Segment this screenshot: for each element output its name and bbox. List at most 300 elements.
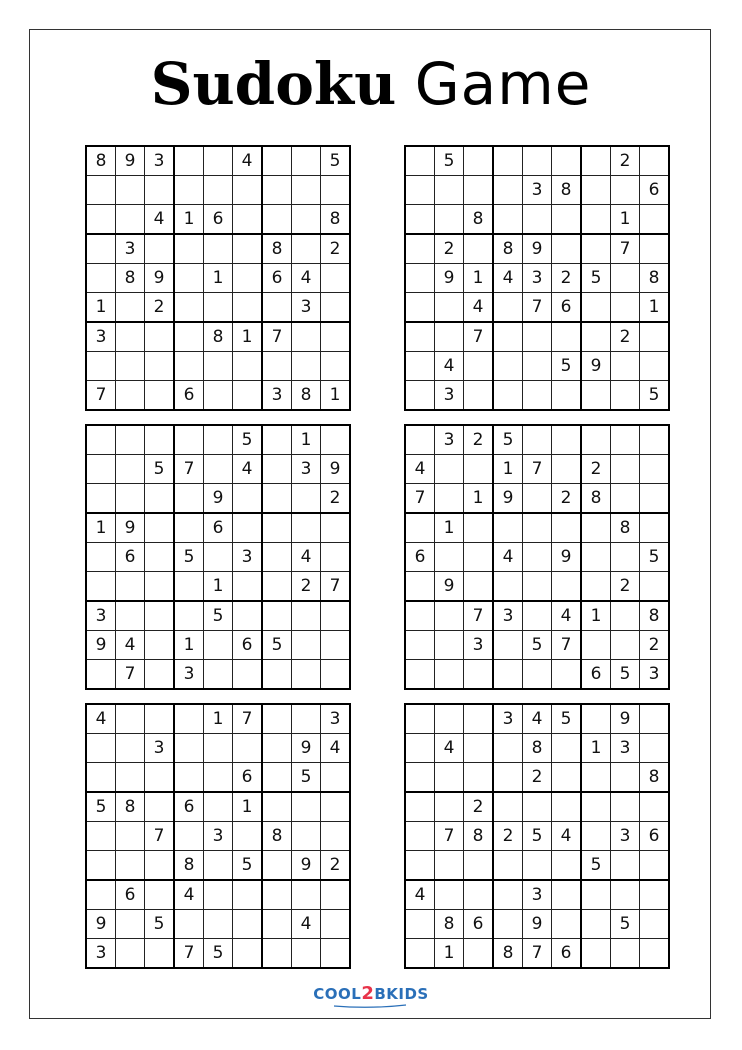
sudoku-cell[interactable]: [611, 543, 640, 572]
sudoku-cell[interactable]: [262, 293, 292, 323]
sudoku-cell[interactable]: [435, 293, 464, 323]
sudoku-cell[interactable]: [233, 234, 263, 264]
sudoku-cell[interactable]: [464, 455, 494, 484]
sudoku-cell[interactable]: [611, 455, 640, 484]
sudoku-cell[interactable]: [640, 572, 670, 602]
sudoku-cell[interactable]: [204, 293, 233, 323]
sudoku-cell[interactable]: [145, 543, 175, 572]
sudoku-cell[interactable]: [581, 704, 611, 734]
sudoku-cell[interactable]: [292, 601, 321, 631]
sudoku-cell[interactable]: [405, 234, 435, 264]
sudoku-cell[interactable]: [405, 822, 435, 851]
sudoku-cell[interactable]: [174, 264, 204, 293]
sudoku-cell[interactable]: [174, 352, 204, 381]
sudoku-cell[interactable]: [262, 484, 292, 514]
sudoku-cell[interactable]: [174, 146, 204, 176]
sudoku-cell[interactable]: [86, 660, 116, 690]
sudoku-cell[interactable]: [145, 572, 175, 602]
sudoku-cell[interactable]: [233, 880, 263, 910]
sudoku-cell[interactable]: [611, 484, 640, 514]
sudoku-cell[interactable]: [174, 704, 204, 734]
sudoku-cell[interactable]: [116, 601, 145, 631]
sudoku-cell[interactable]: [581, 631, 611, 660]
sudoku-cell[interactable]: [86, 763, 116, 793]
sudoku-cell[interactable]: [435, 660, 464, 690]
sudoku-cell[interactable]: [523, 660, 552, 690]
sudoku-cell[interactable]: [552, 455, 582, 484]
sudoku-cell[interactable]: [435, 601, 464, 631]
sudoku-cell[interactable]: [233, 660, 263, 690]
sudoku-cell[interactable]: [292, 792, 321, 822]
sudoku-cell[interactable]: [292, 704, 321, 734]
sudoku-cell[interactable]: [581, 293, 611, 323]
sudoku-cell[interactable]: [145, 601, 175, 631]
sudoku-cell[interactable]: [145, 660, 175, 690]
sudoku-cell[interactable]: [204, 910, 233, 939]
sudoku-cell[interactable]: [435, 704, 464, 734]
sudoku-cell[interactable]: [581, 146, 611, 176]
sudoku-cell[interactable]: [435, 322, 464, 352]
sudoku-cell[interactable]: [204, 851, 233, 881]
sudoku-cell[interactable]: [321, 293, 351, 323]
sudoku-cell[interactable]: [145, 939, 175, 969]
sudoku-cell[interactable]: [86, 822, 116, 851]
sudoku-cell[interactable]: [262, 205, 292, 235]
sudoku-cell[interactable]: [581, 322, 611, 352]
sudoku-cell[interactable]: [86, 205, 116, 235]
sudoku-cell[interactable]: [611, 631, 640, 660]
sudoku-cell[interactable]: [523, 792, 552, 822]
sudoku-cell[interactable]: [262, 660, 292, 690]
sudoku-cell[interactable]: [464, 513, 494, 543]
sudoku-cell[interactable]: [116, 205, 145, 235]
sudoku-cell[interactable]: [145, 763, 175, 793]
sudoku-cell[interactable]: [464, 543, 494, 572]
sudoku-cell[interactable]: [233, 734, 263, 763]
sudoku-cell[interactable]: [493, 660, 523, 690]
sudoku-cell[interactable]: [145, 234, 175, 264]
sudoku-cell[interactable]: [405, 631, 435, 660]
sudoku-cell[interactable]: [116, 939, 145, 969]
sudoku-cell[interactable]: [321, 322, 351, 352]
sudoku-cell[interactable]: [262, 704, 292, 734]
sudoku-cell[interactable]: [552, 513, 582, 543]
sudoku-cell[interactable]: [493, 205, 523, 235]
sudoku-cell[interactable]: [233, 205, 263, 235]
sudoku-cell[interactable]: [145, 631, 175, 660]
sudoku-cell[interactable]: [611, 880, 640, 910]
sudoku-cell[interactable]: [552, 880, 582, 910]
sudoku-cell[interactable]: [204, 455, 233, 484]
sudoku-cell[interactable]: [116, 381, 145, 411]
sudoku-cell[interactable]: [145, 880, 175, 910]
sudoku-cell[interactable]: [611, 425, 640, 455]
sudoku-cell[interactable]: [552, 425, 582, 455]
sudoku-cell[interactable]: [435, 543, 464, 572]
sudoku-cell[interactable]: [405, 792, 435, 822]
sudoku-cell[interactable]: [292, 176, 321, 205]
sudoku-cell[interactable]: [321, 176, 351, 205]
sudoku-cell[interactable]: [204, 660, 233, 690]
sudoku-cell[interactable]: [86, 851, 116, 881]
sudoku-cell[interactable]: [552, 205, 582, 235]
sudoku-cell[interactable]: [523, 513, 552, 543]
sudoku-cell[interactable]: [493, 880, 523, 910]
sudoku-cell[interactable]: [435, 792, 464, 822]
sudoku-cell[interactable]: [611, 939, 640, 969]
sudoku-cell[interactable]: [523, 543, 552, 572]
sudoku-cell[interactable]: [292, 939, 321, 969]
sudoku-cell[interactable]: [435, 763, 464, 793]
sudoku-cell[interactable]: [204, 734, 233, 763]
sudoku-cell[interactable]: [405, 205, 435, 235]
sudoku-cell[interactable]: [145, 792, 175, 822]
sudoku-cell[interactable]: [262, 425, 292, 455]
sudoku-cell[interactable]: [581, 880, 611, 910]
sudoku-cell[interactable]: [321, 352, 351, 381]
sudoku-cell[interactable]: [86, 234, 116, 264]
sudoku-cell[interactable]: [523, 205, 552, 235]
sudoku-cell[interactable]: [493, 381, 523, 411]
sudoku-cell[interactable]: [640, 792, 670, 822]
sudoku-cell[interactable]: [233, 572, 263, 602]
sudoku-cell[interactable]: [116, 455, 145, 484]
sudoku-cell[interactable]: [292, 484, 321, 514]
sudoku-cell[interactable]: [611, 851, 640, 881]
sudoku-cell[interactable]: [523, 572, 552, 602]
sudoku-cell[interactable]: [405, 381, 435, 411]
sudoku-cell[interactable]: [174, 176, 204, 205]
sudoku-cell[interactable]: [292, 880, 321, 910]
sudoku-cell[interactable]: [262, 792, 292, 822]
sudoku-cell[interactable]: [640, 734, 670, 763]
sudoku-cell[interactable]: [174, 734, 204, 763]
sudoku-cell[interactable]: [405, 939, 435, 969]
sudoku-cell[interactable]: [435, 484, 464, 514]
sudoku-cell[interactable]: [405, 704, 435, 734]
sudoku-cell[interactable]: [581, 572, 611, 602]
sudoku-cell[interactable]: [262, 880, 292, 910]
sudoku-cell[interactable]: [321, 822, 351, 851]
sudoku-cell[interactable]: [321, 264, 351, 293]
sudoku-cell[interactable]: [292, 234, 321, 264]
sudoku-cell[interactable]: [405, 660, 435, 690]
sudoku-cell[interactable]: [86, 543, 116, 572]
sudoku-cell[interactable]: [552, 234, 582, 264]
sudoku-cell[interactable]: [233, 381, 263, 411]
sudoku-cell[interactable]: [581, 234, 611, 264]
sudoku-cell[interactable]: [262, 910, 292, 939]
sudoku-cell[interactable]: [581, 425, 611, 455]
sudoku-cell[interactable]: [640, 939, 670, 969]
sudoku-cell[interactable]: [145, 704, 175, 734]
sudoku-cell[interactable]: [640, 484, 670, 514]
sudoku-cell[interactable]: [116, 352, 145, 381]
sudoku-cell[interactable]: [262, 763, 292, 793]
sudoku-cell[interactable]: [581, 513, 611, 543]
sudoku-cell[interactable]: [321, 543, 351, 572]
sudoku-cell[interactable]: [145, 425, 175, 455]
sudoku-cell[interactable]: [292, 205, 321, 235]
sudoku-cell[interactable]: [405, 572, 435, 602]
sudoku-cell[interactable]: [116, 572, 145, 602]
sudoku-cell[interactable]: [640, 851, 670, 881]
sudoku-cell[interactable]: [233, 484, 263, 514]
sudoku-cell[interactable]: [552, 792, 582, 822]
sudoku-cell[interactable]: [292, 660, 321, 690]
sudoku-cell[interactable]: [611, 176, 640, 205]
sudoku-cell[interactable]: [116, 822, 145, 851]
sudoku-cell[interactable]: [611, 264, 640, 293]
sudoku-cell[interactable]: [116, 322, 145, 352]
sudoku-cell[interactable]: [262, 601, 292, 631]
sudoku-cell[interactable]: [581, 543, 611, 572]
sudoku-cell[interactable]: [116, 484, 145, 514]
sudoku-cell[interactable]: [611, 293, 640, 323]
sudoku-cell[interactable]: [464, 763, 494, 793]
sudoku-cell[interactable]: [552, 851, 582, 881]
sudoku-cell[interactable]: [321, 880, 351, 910]
sudoku-cell[interactable]: [116, 704, 145, 734]
sudoku-cell[interactable]: [145, 484, 175, 514]
sudoku-cell[interactable]: [321, 425, 351, 455]
sudoku-cell[interactable]: [581, 176, 611, 205]
sudoku-cell[interactable]: [262, 939, 292, 969]
sudoku-cell[interactable]: [204, 381, 233, 411]
sudoku-cell[interactable]: [292, 513, 321, 543]
sudoku-cell[interactable]: [262, 513, 292, 543]
sudoku-cell[interactable]: [86, 176, 116, 205]
sudoku-cell[interactable]: [204, 763, 233, 793]
sudoku-cell[interactable]: [493, 146, 523, 176]
sudoku-cell[interactable]: [464, 381, 494, 411]
sudoku-cell[interactable]: [321, 631, 351, 660]
sudoku-cell[interactable]: [116, 910, 145, 939]
sudoku-cell[interactable]: [493, 293, 523, 323]
sudoku-cell[interactable]: [464, 146, 494, 176]
sudoku-cell[interactable]: [321, 763, 351, 793]
sudoku-cell[interactable]: [145, 352, 175, 381]
sudoku-cell[interactable]: [116, 425, 145, 455]
sudoku-cell[interactable]: [233, 822, 263, 851]
sudoku-cell[interactable]: [640, 425, 670, 455]
sudoku-cell[interactable]: [640, 880, 670, 910]
sudoku-cell[interactable]: [552, 322, 582, 352]
sudoku-cell[interactable]: [464, 352, 494, 381]
sudoku-cell[interactable]: [405, 146, 435, 176]
sudoku-cell[interactable]: [640, 322, 670, 352]
sudoku-cell[interactable]: [233, 293, 263, 323]
sudoku-cell[interactable]: [581, 910, 611, 939]
sudoku-cell[interactable]: [262, 176, 292, 205]
sudoku-cell[interactable]: [552, 572, 582, 602]
sudoku-cell[interactable]: [405, 910, 435, 939]
sudoku-cell[interactable]: [233, 939, 263, 969]
sudoku-cell[interactable]: [523, 425, 552, 455]
sudoku-cell[interactable]: [116, 176, 145, 205]
sudoku-cell[interactable]: [292, 146, 321, 176]
sudoku-cell[interactable]: [405, 293, 435, 323]
sudoku-cell[interactable]: [523, 146, 552, 176]
sudoku-cell[interactable]: [204, 146, 233, 176]
sudoku-cell[interactable]: [204, 543, 233, 572]
sudoku-cell[interactable]: [262, 734, 292, 763]
sudoku-cell[interactable]: [640, 352, 670, 381]
sudoku-cell[interactable]: [405, 264, 435, 293]
sudoku-cell[interactable]: [405, 425, 435, 455]
sudoku-cell[interactable]: [204, 234, 233, 264]
sudoku-cell[interactable]: [145, 381, 175, 411]
sudoku-cell[interactable]: [405, 513, 435, 543]
sudoku-cell[interactable]: [493, 176, 523, 205]
sudoku-cell[interactable]: [262, 146, 292, 176]
sudoku-cell[interactable]: [435, 455, 464, 484]
sudoku-cell[interactable]: [640, 910, 670, 939]
sudoku-cell[interactable]: [464, 880, 494, 910]
sudoku-cell[interactable]: [86, 352, 116, 381]
sudoku-cell[interactable]: [493, 851, 523, 881]
sudoku-cell[interactable]: [145, 851, 175, 881]
sudoku-cell[interactable]: [464, 234, 494, 264]
sudoku-cell[interactable]: [116, 734, 145, 763]
sudoku-cell[interactable]: [204, 352, 233, 381]
sudoku-cell[interactable]: [523, 322, 552, 352]
sudoku-cell[interactable]: [86, 880, 116, 910]
sudoku-cell[interactable]: [464, 704, 494, 734]
sudoku-cell[interactable]: [493, 792, 523, 822]
sudoku-cell[interactable]: [435, 176, 464, 205]
sudoku-cell[interactable]: [405, 763, 435, 793]
sudoku-cell[interactable]: [174, 513, 204, 543]
sudoku-cell[interactable]: [611, 381, 640, 411]
sudoku-cell[interactable]: [174, 234, 204, 264]
sudoku-cell[interactable]: [321, 939, 351, 969]
sudoku-cell[interactable]: [640, 205, 670, 235]
sudoku-cell[interactable]: [292, 631, 321, 660]
sudoku-cell[interactable]: [174, 293, 204, 323]
sudoku-cell[interactable]: [493, 572, 523, 602]
sudoku-cell[interactable]: [552, 734, 582, 763]
sudoku-cell[interactable]: [523, 381, 552, 411]
sudoku-cell[interactable]: [464, 851, 494, 881]
sudoku-cell[interactable]: [321, 513, 351, 543]
sudoku-cell[interactable]: [233, 910, 263, 939]
sudoku-cell[interactable]: [464, 734, 494, 763]
sudoku-cell[interactable]: [640, 704, 670, 734]
sudoku-cell[interactable]: [611, 792, 640, 822]
sudoku-cell[interactable]: [174, 572, 204, 602]
sudoku-cell[interactable]: [493, 631, 523, 660]
sudoku-cell[interactable]: [435, 205, 464, 235]
sudoku-cell[interactable]: [233, 601, 263, 631]
sudoku-cell[interactable]: [552, 381, 582, 411]
sudoku-cell[interactable]: [611, 763, 640, 793]
sudoku-cell[interactable]: [523, 352, 552, 381]
sudoku-cell[interactable]: [233, 264, 263, 293]
sudoku-cell[interactable]: [405, 176, 435, 205]
sudoku-cell[interactable]: [145, 176, 175, 205]
sudoku-cell[interactable]: [233, 352, 263, 381]
sudoku-cell[interactable]: [640, 146, 670, 176]
sudoku-cell[interactable]: [174, 763, 204, 793]
sudoku-cell[interactable]: [233, 176, 263, 205]
sudoku-cell[interactable]: [552, 910, 582, 939]
sudoku-cell[interactable]: [204, 792, 233, 822]
sudoku-cell[interactable]: [405, 734, 435, 763]
sudoku-cell[interactable]: [233, 513, 263, 543]
sudoku-cell[interactable]: [174, 910, 204, 939]
sudoku-cell[interactable]: [174, 484, 204, 514]
sudoku-cell[interactable]: [640, 455, 670, 484]
sudoku-cell[interactable]: [204, 176, 233, 205]
sudoku-cell[interactable]: [523, 851, 552, 881]
sudoku-cell[interactable]: [86, 425, 116, 455]
sudoku-cell[interactable]: [174, 822, 204, 851]
sudoku-cell[interactable]: [292, 352, 321, 381]
sudoku-cell[interactable]: [435, 880, 464, 910]
sudoku-cell[interactable]: [86, 484, 116, 514]
sudoku-cell[interactable]: [405, 851, 435, 881]
sudoku-cell[interactable]: [464, 572, 494, 602]
sudoku-cell[interactable]: [116, 763, 145, 793]
sudoku-cell[interactable]: [435, 631, 464, 660]
sudoku-cell[interactable]: [493, 734, 523, 763]
sudoku-cell[interactable]: [581, 822, 611, 851]
sudoku-cell[interactable]: [145, 322, 175, 352]
sudoku-cell[interactable]: [611, 352, 640, 381]
sudoku-cell[interactable]: [116, 293, 145, 323]
sudoku-cell[interactable]: [321, 660, 351, 690]
sudoku-cell[interactable]: [262, 455, 292, 484]
sudoku-cell[interactable]: [86, 572, 116, 602]
sudoku-cell[interactable]: [405, 601, 435, 631]
sudoku-cell[interactable]: [174, 322, 204, 352]
sudoku-cell[interactable]: [581, 381, 611, 411]
sudoku-cell[interactable]: [292, 322, 321, 352]
sudoku-cell[interactable]: [262, 352, 292, 381]
sudoku-cell[interactable]: [581, 939, 611, 969]
sudoku-cell[interactable]: [611, 601, 640, 631]
sudoku-cell[interactable]: [464, 660, 494, 690]
sudoku-cell[interactable]: [493, 513, 523, 543]
sudoku-cell[interactable]: [262, 572, 292, 602]
sudoku-cell[interactable]: [464, 939, 494, 969]
sudoku-cell[interactable]: [86, 264, 116, 293]
sudoku-cell[interactable]: [262, 543, 292, 572]
sudoku-cell[interactable]: [435, 851, 464, 881]
sudoku-cell[interactable]: [405, 352, 435, 381]
sudoku-cell[interactable]: [174, 425, 204, 455]
sudoku-cell[interactable]: [292, 822, 321, 851]
sudoku-cell[interactable]: [204, 631, 233, 660]
sudoku-cell[interactable]: [552, 660, 582, 690]
sudoku-cell[interactable]: [321, 601, 351, 631]
sudoku-cell[interactable]: [581, 792, 611, 822]
sudoku-cell[interactable]: [581, 763, 611, 793]
sudoku-cell[interactable]: [493, 322, 523, 352]
sudoku-cell[interactable]: [116, 851, 145, 881]
sudoku-cell[interactable]: [493, 910, 523, 939]
sudoku-cell[interactable]: [640, 234, 670, 264]
sudoku-cell[interactable]: [640, 513, 670, 543]
sudoku-cell[interactable]: [174, 601, 204, 631]
sudoku-cell[interactable]: [552, 146, 582, 176]
sudoku-cell[interactable]: [321, 792, 351, 822]
sudoku-cell[interactable]: [581, 205, 611, 235]
sudoku-cell[interactable]: [493, 763, 523, 793]
sudoku-cell[interactable]: [552, 763, 582, 793]
sudoku-cell[interactable]: [86, 734, 116, 763]
